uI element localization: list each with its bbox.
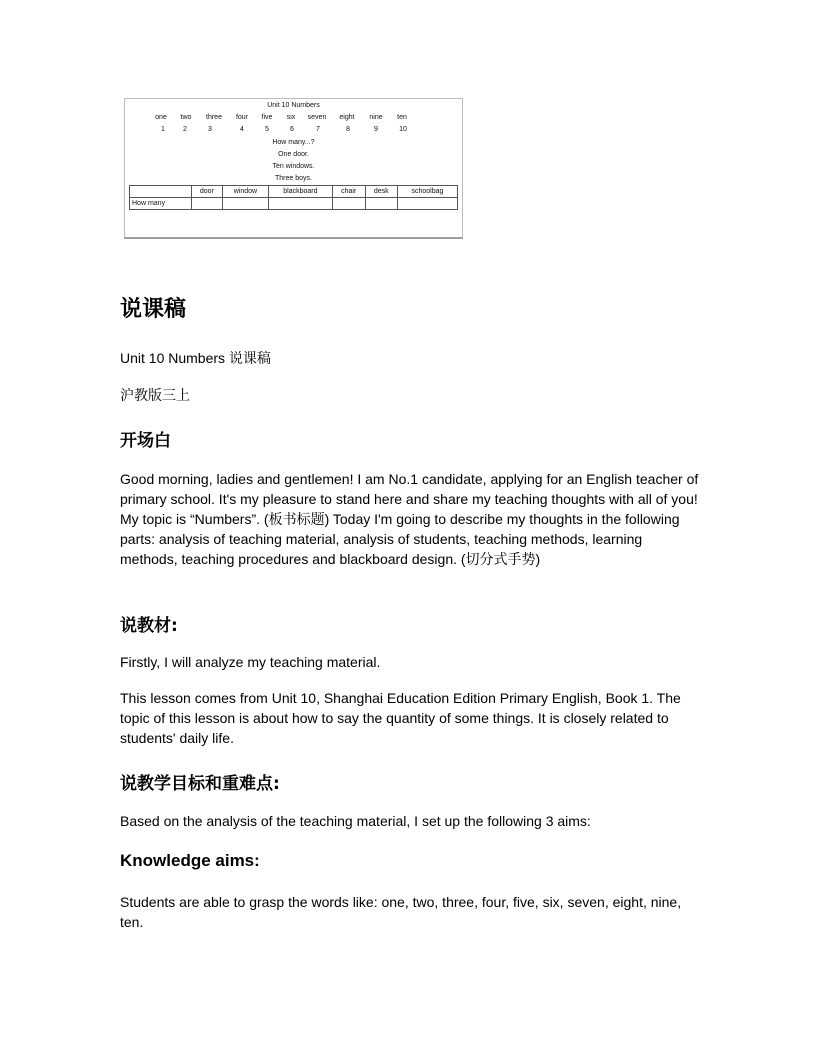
opening-heading: 开场白 [120, 431, 171, 451]
board-number: 10 [399, 126, 407, 133]
table-cell [191, 198, 222, 210]
table-cell [332, 198, 365, 210]
board-table [129, 185, 458, 210]
board-number: 9 [374, 126, 378, 133]
board-word: three [206, 114, 222, 121]
table-cell [365, 198, 397, 210]
board-number: 7 [316, 126, 320, 133]
table-header-cell [130, 186, 192, 198]
edition-text: 沪教版三上 [120, 387, 190, 403]
table-row [130, 186, 458, 198]
table-row [130, 198, 458, 210]
table-cell [397, 198, 457, 210]
table-header-cell: chair [332, 186, 365, 198]
material-intro: Firstly, I will analyze my teaching material. [120, 654, 381, 670]
aims-heading: 说教学目标和重难点: [120, 774, 280, 794]
document-title: 说课稿 [120, 297, 187, 322]
board-word-row [125, 114, 462, 124]
aims-intro: Based on the analysis of the teaching material, I set up the following 3 aims: [120, 813, 591, 829]
table-header-cell: desk [365, 186, 397, 198]
knowledge-aims-paragraph: Students are able to grasp the words like: one, two, three, four, five, six, seven, eight, nine, ten. [120, 894, 682, 930]
board-sentence: How many...? [272, 139, 315, 146]
material-heading: 说教材: [120, 616, 178, 636]
opening-paragraph: Good morning, ladies and gentlemen! I am No.1 candidate, applying for an English teacher of primary school. It's my pleasure to stand here and share my teaching thoughts with all of you! My topic is “Numbers”. (板书标题) Today I'm going to describe my thoughts in the following parts: analysis of teaching material, analysis of students, teaching methods, learning methods, teaching procedures and blackboard design. (切分式手势) [120, 471, 699, 567]
board-word: two [180, 114, 192, 121]
board-number: 5 [265, 126, 269, 133]
material-paragraph: This lesson comes from Unit 10, Shanghai Education Edition Primary English, Book 1. The topic of this lesson is about how to say the quantity of some things. It is closely related to students' daily life. [120, 690, 681, 746]
table-header-cell: blackboard [268, 186, 332, 198]
table-header-cell: door [191, 186, 222, 198]
board-sentence: Three boys. [275, 175, 312, 182]
board-sentence: One door. [278, 151, 309, 158]
board-word: nine [369, 114, 383, 121]
board-number: 4 [240, 126, 244, 133]
board-number-row [125, 126, 462, 136]
board-number: 1 [161, 126, 165, 133]
board-word: seven [307, 114, 327, 121]
board-number: 6 [290, 126, 294, 133]
board-word: eight [339, 114, 355, 121]
board-title: Unit 10 Numbers [267, 102, 320, 109]
board-word: five [261, 114, 273, 121]
table-row-label: How many [130, 198, 192, 210]
board-number: 8 [346, 126, 350, 133]
table-header-cell: schoolbag [397, 186, 457, 198]
board-word: six [286, 114, 296, 121]
blackboard-design-image [124, 98, 463, 239]
knowledge-aims-heading: Knowledge aims: [120, 851, 260, 870]
table-cell [268, 198, 332, 210]
board-number: 2 [183, 126, 187, 133]
board-sentence: Ten windows. [272, 163, 315, 170]
board-number: 3 [208, 126, 212, 133]
table-cell [222, 198, 268, 210]
board-word: one [155, 114, 167, 121]
document-subtitle: Unit 10 Numbers 说课稿 [120, 350, 271, 366]
board-word: ten [397, 114, 407, 121]
board-word: four [235, 114, 249, 121]
table-header-cell: window [222, 186, 268, 198]
